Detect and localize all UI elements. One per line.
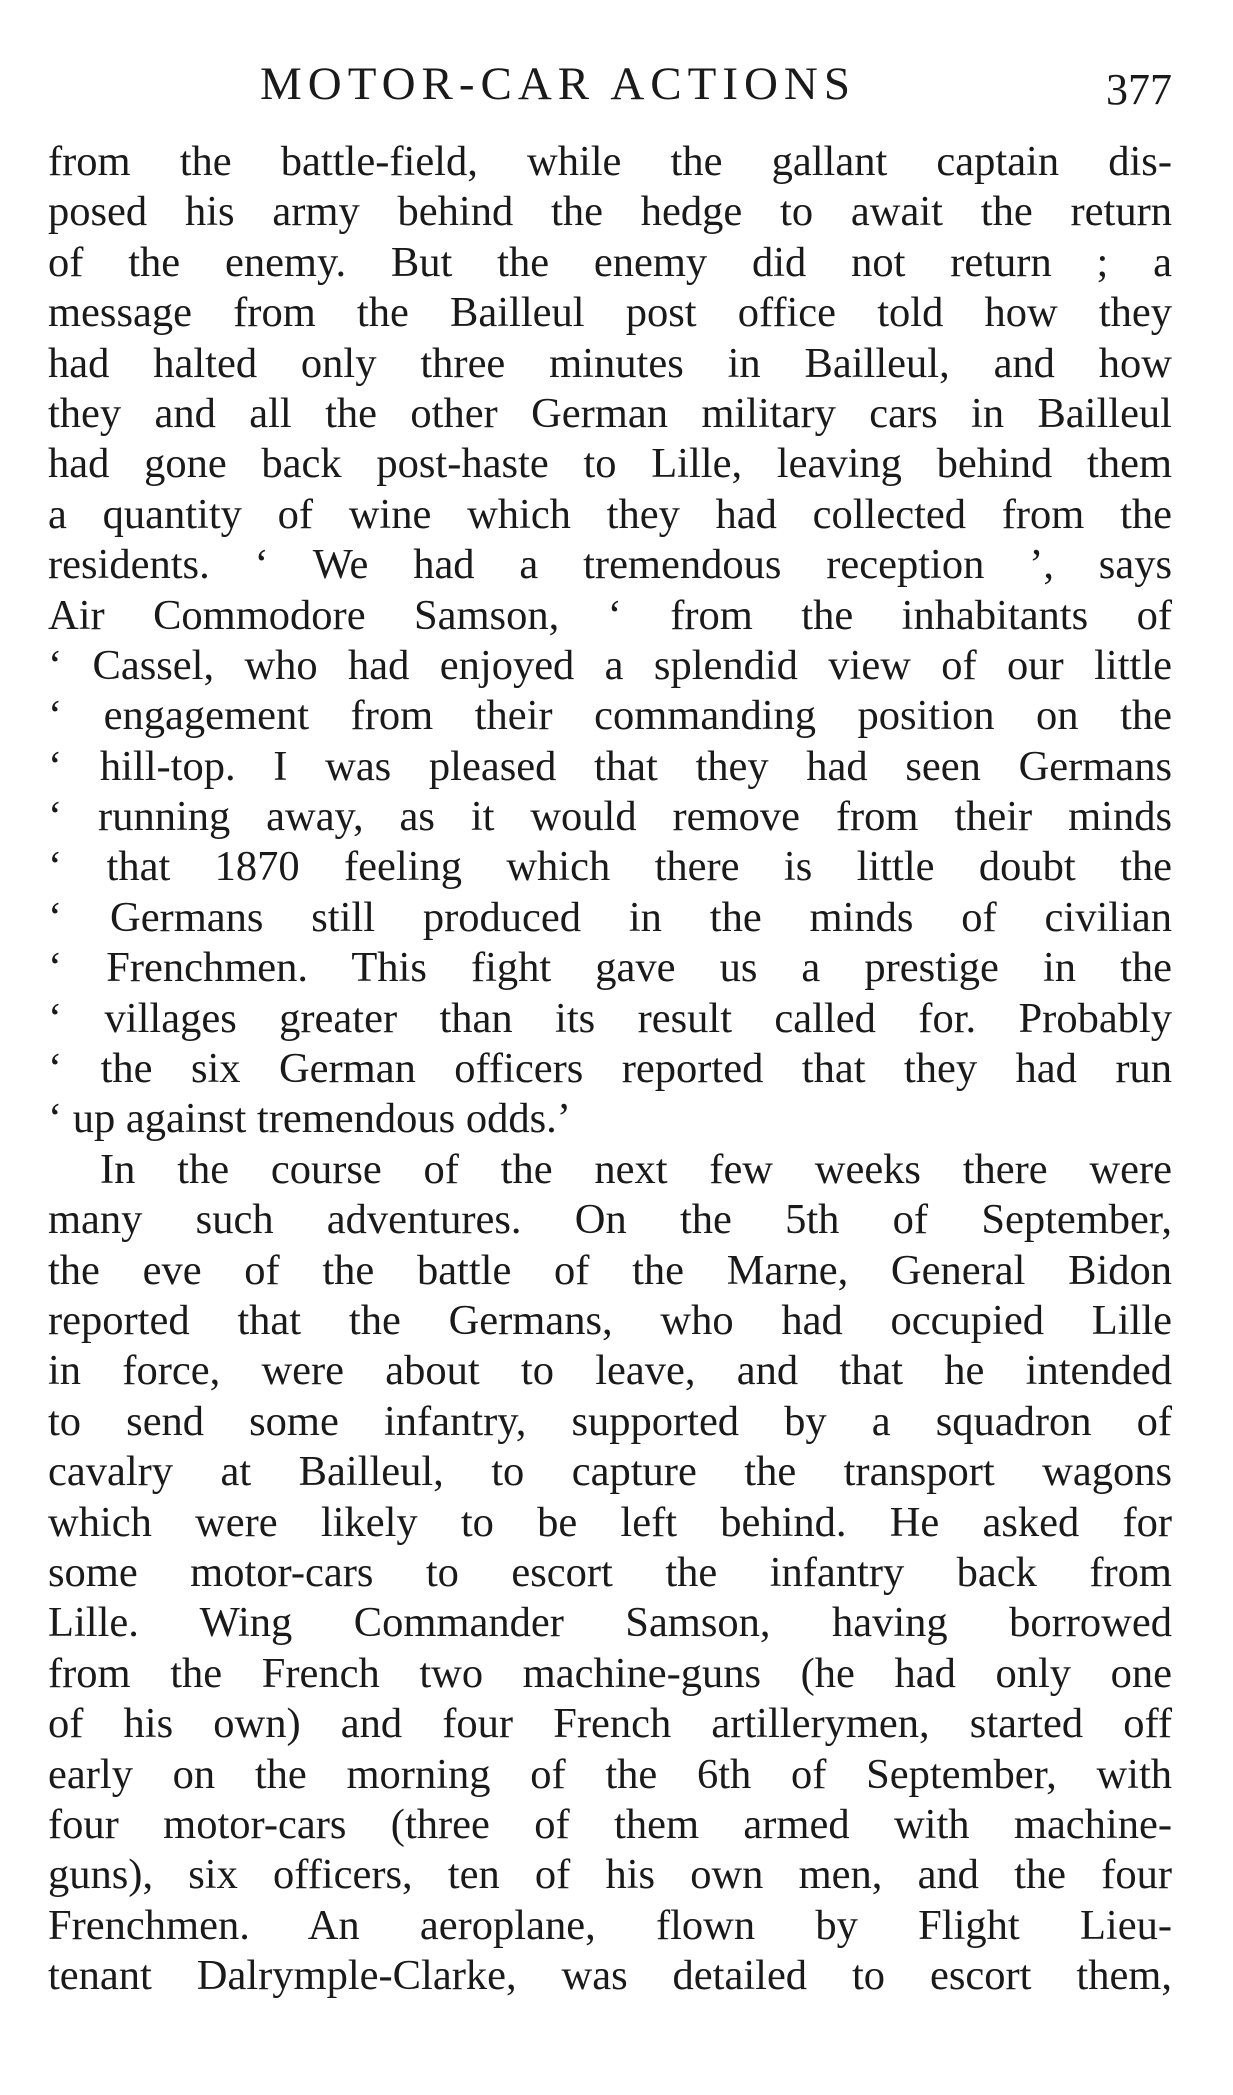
text-line: ‘ running away, as it would remove from their minds [48, 793, 1172, 841]
page-number: 377 [1106, 65, 1172, 114]
text-line: of his own) and four French artillerymen, started off [48, 1700, 1172, 1748]
text-line: from the French two machine-guns (he had only one [48, 1649, 1172, 1697]
text-line: had halted only three minutes in Bailleul, and how [48, 339, 1172, 387]
text-line: in force, were about to leave, and that he intended [48, 1347, 1172, 1395]
text-line: posed his army behind the hedge to await the return [48, 188, 1172, 236]
text-line: ‘ the six German officers reported that they had run [48, 1045, 1172, 1093]
text-line: early on the morning of the 6th of September, with [48, 1750, 1172, 1798]
text-line: which were likely to be left behind. He asked for [48, 1498, 1172, 1546]
text-line: to send some infantry, supported by a squadron of [48, 1397, 1172, 1445]
running-title: MOTOR-CAR ACTIONS [259, 58, 856, 110]
text-line: Air Commodore Samson, ‘ from the inhabitants of [48, 591, 1172, 639]
paragraph-1 [48, 137, 1172, 1145]
text-line: ‘ Cassel, who had enjoyed a splendid view of our little [48, 641, 1172, 689]
text-line: had gone back post-haste to Lille, leaving behind them [48, 440, 1172, 488]
text-line: residents. ‘ We had a tremendous reception ’, says [48, 541, 1172, 589]
text-line: tenant Dalrymple-Clarke, was detailed to escort them, [48, 1952, 1172, 2000]
text-line: ‘ up against tremendous odds.’ [48, 1095, 571, 1143]
text-line: the eve of the battle of the Marne, General Bidon [48, 1246, 1172, 1294]
text-line: ‘ villages greater than its result called for. Probably [48, 994, 1172, 1042]
text-line: ‘ Frenchmen. This fight gave us a prestige in the [48, 944, 1172, 992]
text-line: guns), six officers, ten of his own men, and the four [48, 1851, 1172, 1899]
text-line: some motor-cars to escort the infantry back from [48, 1548, 1172, 1596]
text-line: of the enemy. But the enemy did not return ; a [48, 238, 1172, 286]
text-line: four motor-cars (three of them armed with machine- [48, 1800, 1172, 1848]
text-line: from the battle-field, while the gallant captain dis- [48, 138, 1172, 185]
body-text [48, 137, 1172, 2001]
paragraph-2 [48, 1145, 1172, 2002]
text-line: message from the Bailleul post office told how they [48, 289, 1172, 337]
text-line: cavalry at Bailleul, to capture the transport wagons [48, 1448, 1172, 1496]
text-line: many such adventures. On the 5th of September, [48, 1196, 1172, 1244]
text-line: Lille. Wing Commander Samson, having borrowed [48, 1599, 1172, 1647]
running-head [48, 54, 1188, 114]
text-line: ‘ Germans still produced in the minds of civilian [48, 893, 1172, 941]
text-line: ‘ that 1870 feeling which there is little doubt the [48, 843, 1172, 891]
text-line: they and all the other German military cars in Bailleul [48, 389, 1172, 437]
text-line: a quantity of wine which they had collected from the [48, 490, 1172, 538]
text-line: In the course of the next few weeks there were [100, 1145, 1172, 1193]
text-line: Frenchmen. An aeroplane, flown by Flight Lieu- [48, 1901, 1172, 1949]
text-line: ‘ engagement from their commanding position on the [48, 692, 1172, 740]
text-line: ‘ hill-top. I was pleased that they had seen Germans [48, 742, 1172, 790]
text-line: reported that the Germans, who had occupied Lille [48, 1296, 1172, 1344]
